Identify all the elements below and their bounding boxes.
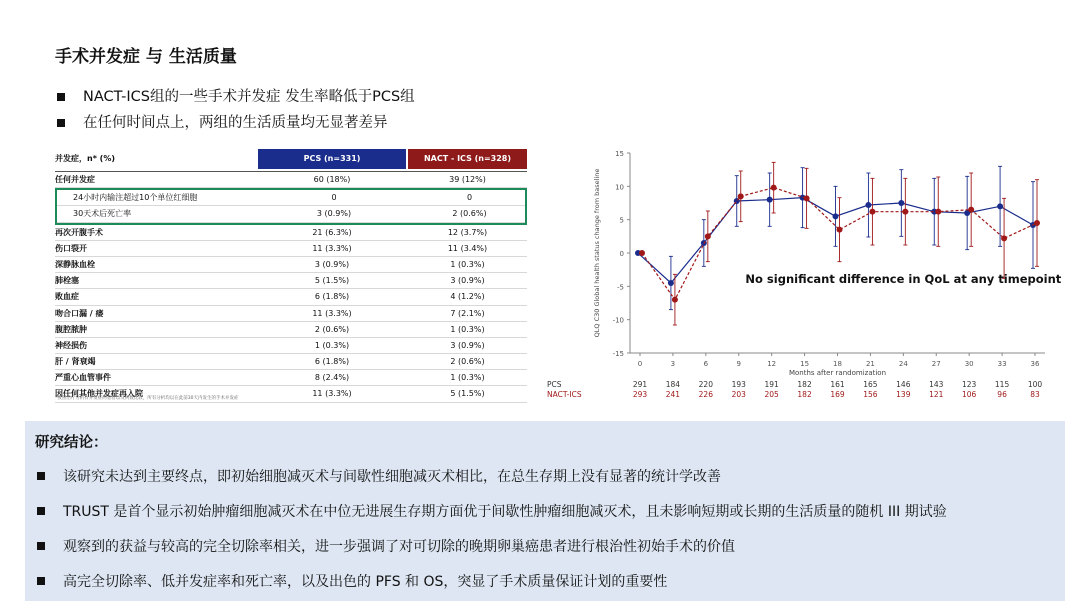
row-label: 败血症 [55,292,79,302]
header-nact-ics: NACT - ICS (n=328) [408,149,527,169]
conclusion-bullet: 高完全切除率、低并发症率和死亡率，以及出色的 PFS 和 OS，突显了手术质量保证计划的重要性 [35,571,667,591]
x-tick-label: 27 [931,360,941,368]
risk-count: 161 [830,380,845,389]
x-tick-label: 24 [898,360,908,368]
data-point [767,197,773,203]
data-point [837,227,843,233]
header-complication: 并发症，n* (%) [55,154,115,163]
pcs-value: 60 (18%) [313,175,351,184]
data-point [833,213,839,219]
nact-ics-value: 2 (0.6%) [450,357,485,367]
conclusion-bullet: 该研究未达到主要终点，即初始细胞减灭术与间歇性细胞减灭术相比，在总生存期上没有显著的统计学改善 [35,466,721,486]
pcs-value: 2 (0.6%) [314,324,350,334]
risk-count: 184 [665,380,681,389]
risk-count: 106 [962,390,977,399]
x-tick-label: 15 [800,360,810,368]
data-point [672,297,678,303]
nact-ics-value: 11 (3.4%) [447,243,488,253]
risk-count: 182 [797,390,812,399]
data-point [898,200,904,206]
table-row [57,206,525,222]
row-label: 任何并发症 [55,175,95,184]
y-tick-label: 0 [619,250,624,258]
data-point [738,193,744,199]
risk-count: 121 [929,390,944,399]
pcs-value: 0 [331,193,337,203]
table-body [55,172,527,403]
bullet-square-icon [37,542,45,550]
x-tick-label: 30 [964,360,974,368]
data-point [935,209,941,215]
table-header [55,147,527,172]
y-tick-label: 15 [615,150,624,158]
y-tick-label: 5 [619,216,624,225]
risk-count: 193 [731,380,746,389]
nact-ics-value: 4 (1.2%) [450,292,485,302]
x-tick-label: 9 [736,360,741,368]
nact-ics-value: 2 (0.6%) [452,209,487,219]
mortality-group [55,188,527,224]
data-point [865,202,871,208]
data-point [902,209,908,215]
risk-count: 291 [632,380,648,389]
top-bullets [55,86,415,138]
risk-count: 191 [764,380,779,389]
y-axis-label: QLQ C30 Global health status change from baseline [593,168,601,338]
table-row [57,190,525,206]
chart-annotation: No significant difference in QoL at any timepoint [745,272,1062,286]
row-label: 肝 / 肾衰竭 [55,357,96,367]
x-tick-label: 21 [865,360,875,368]
bullet-item: 在任何时间点上，两组的生活质量均无显著差异 [55,112,415,138]
x-tick-label: 3 [670,360,676,368]
data-point [997,203,1003,209]
nact-ics-value: 5 (1.5%) [450,389,485,399]
y-tick-label: 10 [615,183,624,192]
y-tick-label: -10 [612,316,624,325]
risk-label: PCS [547,380,562,389]
conclusion-bullet: 观察到的获益与较高的完全切除率相关，进一步强调了对可切除的晚期卵巢癌患者进行根治性初始手术的价值 [35,536,735,556]
row-label: 吻合口漏 / 瘘 [55,308,104,318]
row-label: 伤口裂开 [55,243,87,253]
data-point [804,195,810,201]
risk-count: 203 [731,390,746,399]
risk-count: 83 [1030,390,1040,399]
table-row [55,225,527,241]
row-label: 腹腔脓肿 [55,324,87,334]
pcs-value: 21 (6.3%) [312,227,352,237]
risk-count: 220 [698,380,713,389]
nact-ics-value: 0 [466,193,473,203]
table-row [55,172,527,188]
table-row [55,273,527,289]
row-label: 肺栓塞 [55,276,79,286]
nact-ics-value: 1 (0.3%) [450,259,485,269]
risk-count: 143 [929,380,944,389]
data-point [705,233,711,239]
data-point [968,207,974,213]
data-point [1034,220,1040,226]
bullet-square-icon [37,507,45,515]
risk-count: 226 [698,390,713,399]
data-point [668,280,674,286]
x-tick-label: 33 [997,360,1007,368]
bullet-square-icon [57,93,65,101]
x-tick-label: 12 [767,360,777,368]
bullet-item: NACT-ICS组的一些手术并发症 发生率略低于PCS组 [55,86,415,112]
risk-count: 123 [962,380,977,389]
x-axis-label: Months after randomization [788,369,887,377]
x-tick-label: 18 [833,360,842,368]
table-row [55,322,527,338]
risk-count: 115 [994,380,1010,389]
header-pcs: PCS (n=331) [258,149,406,169]
bullet-square-icon [37,472,45,480]
pcs-value: 11 (3.3%) [312,243,352,253]
nact-ics-value: 3 (0.9%) [450,276,485,286]
row-label: 深静脉血栓 [55,259,95,269]
risk-count: 146 [896,380,911,389]
bullet-square-icon [37,577,45,585]
pcs-value: 11 (3.3%) [312,308,352,318]
pcs-value: 1 (0.3%) [314,340,350,350]
row-label: 24小时内输注超过10个单位红细胞 [73,193,198,203]
table-row [55,289,527,305]
pcs-value: 3 (0.9%) [314,259,350,269]
table-row [55,370,527,386]
conclusion-bullet: TRUST 是首个显示初始肿瘤细胞减灭术在中位无进展生存期方面优于间歇性肿瘤细胞减灭术，且未影响短期或长期的生活质量的随机 III 期试验 [35,501,947,521]
risk-count: 205 [764,390,779,399]
risk-label: NACT-ICS [547,390,582,399]
risk-count: 169 [830,390,845,399]
x-tick-label: 0 [637,360,643,368]
pcs-value: 3 (0.9%) [316,209,352,219]
nact-ics-value: 12 (3.7%) [447,227,488,237]
nact-ics-value: 7 (2.1%) [450,308,485,318]
nact-ics-value: 1 (0.3%) [450,373,485,383]
pcs-value: 6 (1.8%) [314,292,350,302]
risk-count: 241 [665,390,681,399]
data-point [869,209,875,215]
risk-count: 96 [997,390,1007,399]
row-label: 神经损伤 [55,340,87,350]
data-point [771,185,777,191]
table-row [55,241,527,257]
nact-ics-value: 1 (0.3%) [450,324,485,334]
table-footnote: *按照治疗分析有并发症的患者以及例数比较，所有分析均以在此前30天内发生的手术并发症 [55,396,239,401]
pcs-value: 11 (3.3%) [312,389,352,399]
table-row [55,354,527,370]
table-row [55,338,527,354]
risk-count: 293 [632,390,648,399]
y-tick-label: -15 [612,350,624,358]
risk-count: 182 [797,380,812,389]
data-point [639,250,645,256]
table-row [55,306,527,322]
bullet-square-icon [57,119,65,127]
complications-table [55,147,527,403]
qol-chart [547,145,1062,410]
x-tick-label: 36 [1030,360,1040,368]
conclusion-box [25,421,1065,601]
risk-count: 100 [1027,380,1043,389]
risk-count: 139 [896,390,911,399]
row-label: 30天术后死亡率 [73,209,132,219]
row-label: 因任何其他并发症再入院 [55,389,143,399]
pcs-value: 8 (2.4%) [314,373,350,383]
row-label: 严重心血管事件 [55,373,111,383]
table-row [55,257,527,273]
risk-count: 165 [863,380,878,389]
conclusion-title: 研究结论： [35,435,108,451]
row-label: 再次开腹手术 [55,227,103,237]
nact-ics-value: 3 (0.9%) [450,340,485,350]
y-tick-label: -5 [617,283,624,292]
risk-count: 156 [863,390,878,399]
pcs-value: 6 (1.8%) [314,357,350,367]
pcs-value: 5 (1.5%) [314,276,350,286]
nact-ics-value: 39 (12%) [449,175,486,184]
data-point [1001,235,1007,241]
page-title: 手术并发症 与 生活质量 [55,47,237,67]
x-tick-label: 6 [703,360,709,368]
